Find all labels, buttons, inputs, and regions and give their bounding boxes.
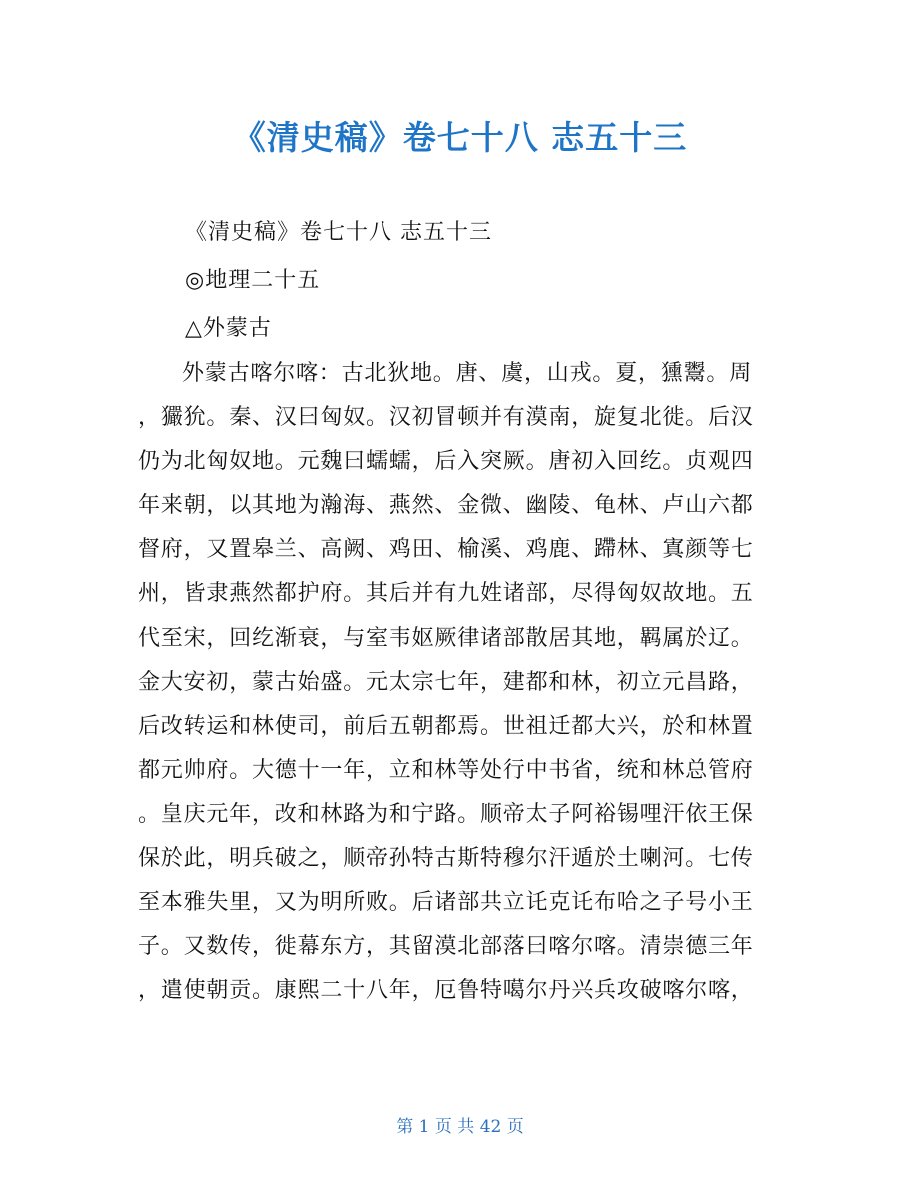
body-line: 督府，又置皋兰、高阙、鸡田、榆溪、鸡鹿、蹛林、寘颜等七: [138, 537, 754, 563]
body-line: 保於此，明兵破之，顺帝孙特古斯特穆尔汗遁於土喇河。七传: [138, 846, 754, 872]
body-line: ，遣使朝贡。康熙二十八年，厄鲁特噶尔丹兴兵攻破喀尔喀，: [138, 978, 754, 1004]
body-line: 年来朝，以其地为瀚海、燕然、金微、幽陵、龟林、卢山六都: [138, 493, 754, 519]
body-line: 代至宋，回纥渐衰，与室韦妪厥律诸部散居其地，羁属於辽。: [138, 625, 754, 651]
body-line: 后改转运和林使司，前后五朝都焉。世祖迁都大兴，於和林置: [138, 713, 754, 739]
body-line: 仍为北匈奴地。元魏曰蠕蠕，后入突厥。唐初入回纥。贞观四: [138, 449, 754, 475]
body-line: 金大安初，蒙古始盛。元太宗七年，建都和林，初立元昌路，: [138, 669, 754, 695]
body-line: ，玁狁。秦、汉曰匈奴。汉初冒顿并有漠南，旋复北徙。后汉: [138, 405, 754, 431]
body-line: 都元帅府。大德十一年，立和林等处行中书省，统和林总管府: [138, 757, 754, 783]
section-heading-outer-mongolia: △外蒙古: [185, 316, 272, 341]
body-paragraph: [138, 352, 788, 1013]
body-line: 州，皆隶燕然都护府。其后并有九姓诸部，尽得匈奴故地。五: [138, 581, 754, 607]
page-number-footer: 第 1 页 共 42 页: [396, 1117, 524, 1137]
section-heading-volume: 《清史稿》卷七十八 志五十三: [185, 220, 492, 245]
body-line: 。皇庆元年，改和林路为和宁路。顺帝太子阿裕锡哩汗依王保: [138, 801, 754, 827]
body-line: 至本雅失里，又为明所败。后诸部共立讬克讬布哈之子号小王: [138, 890, 754, 916]
body-line: 子。又数传，徙幕东方，其留漠北部落曰喀尔喀。清崇德三年: [138, 934, 754, 960]
body-line: 外蒙古喀尔喀：古北狄地。唐、虞，山戎。夏，獯鬻。周: [182, 361, 753, 386]
document-title: 《清史稿》卷七十八 志五十三: [232, 118, 688, 157]
section-heading-geography: ◎地理二十五: [185, 268, 321, 293]
